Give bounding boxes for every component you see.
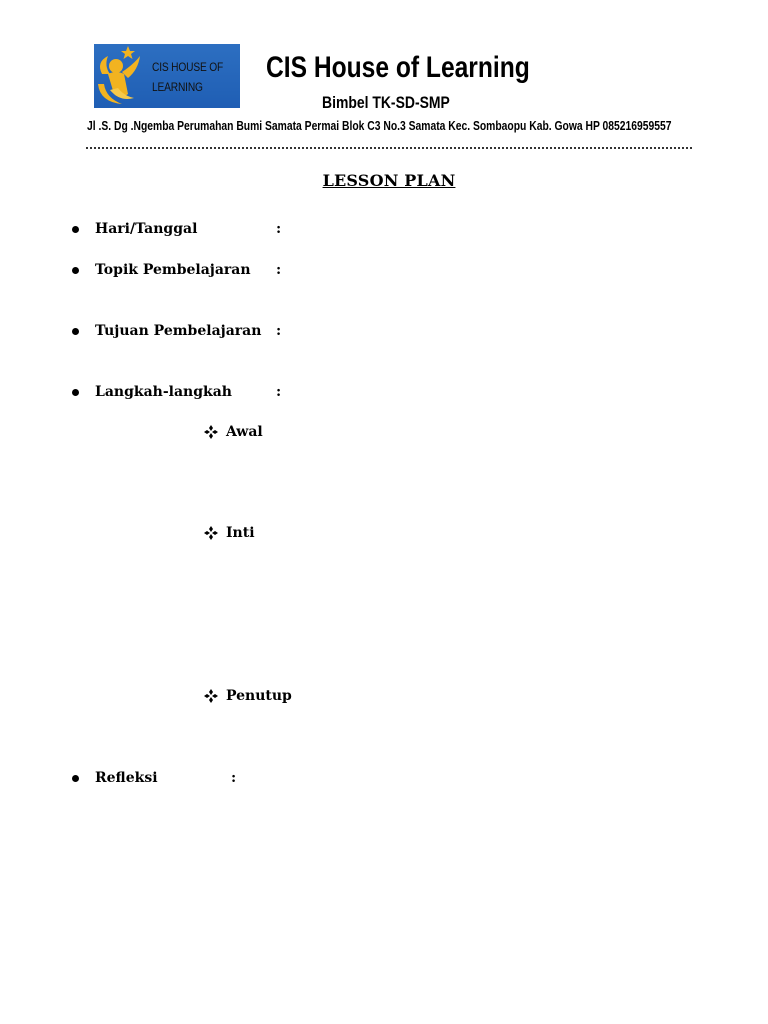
document-title: LESSON PLAN bbox=[322, 171, 456, 190]
field-tujuan-pembelajaran bbox=[0, 321, 768, 341]
field-refleksi bbox=[0, 768, 768, 788]
step-label: Awal bbox=[226, 424, 263, 440]
bullet-icon bbox=[72, 389, 79, 396]
header-divider bbox=[86, 147, 692, 149]
step-label: Inti bbox=[226, 525, 255, 541]
institution-subtitle: Bimbel TK-SD-SMP bbox=[322, 93, 450, 112]
field-colon: : bbox=[276, 221, 282, 237]
logo-text: CIS HOUSE OF LEARNING bbox=[152, 60, 224, 94]
field-label: Tujuan Pembelajaran bbox=[95, 323, 262, 339]
step-label: Penutup bbox=[226, 688, 292, 704]
field-label: Langkah-langkah bbox=[95, 384, 232, 400]
bullet-icon bbox=[72, 267, 79, 274]
institution-address: Jl .S. Dg .Ngemba Perumahan Bumi Samata Permai Blok C3 No.3 Samata Kec. Sombaopu Kab. Gowa HP 085216959557 bbox=[87, 118, 672, 133]
diamond-bullet-icon bbox=[204, 689, 218, 703]
field-label: Topik Pembelajaran bbox=[95, 262, 251, 278]
field-colon: : bbox=[231, 770, 237, 786]
field-topik-pembelajaran bbox=[0, 260, 768, 280]
bullet-icon bbox=[72, 226, 79, 233]
school-logo bbox=[94, 44, 240, 108]
field-langkah-langkah bbox=[0, 382, 768, 402]
logo-emblem-icon bbox=[94, 44, 154, 108]
bullet-icon bbox=[72, 328, 79, 335]
diamond-bullet-icon bbox=[204, 526, 218, 540]
field-colon: : bbox=[276, 384, 282, 400]
field-label: Refleksi bbox=[95, 770, 158, 786]
step-penutup bbox=[0, 686, 768, 706]
step-inti bbox=[0, 523, 768, 543]
bullet-icon bbox=[72, 775, 79, 782]
institution-title: CIS House of Learning bbox=[266, 51, 530, 84]
field-label: Hari/Tanggal bbox=[95, 221, 198, 237]
step-awal bbox=[0, 422, 768, 442]
field-hari-tanggal bbox=[0, 219, 768, 239]
field-colon: : bbox=[276, 262, 282, 278]
diamond-bullet-icon bbox=[204, 425, 218, 439]
field-colon: : bbox=[276, 323, 282, 339]
